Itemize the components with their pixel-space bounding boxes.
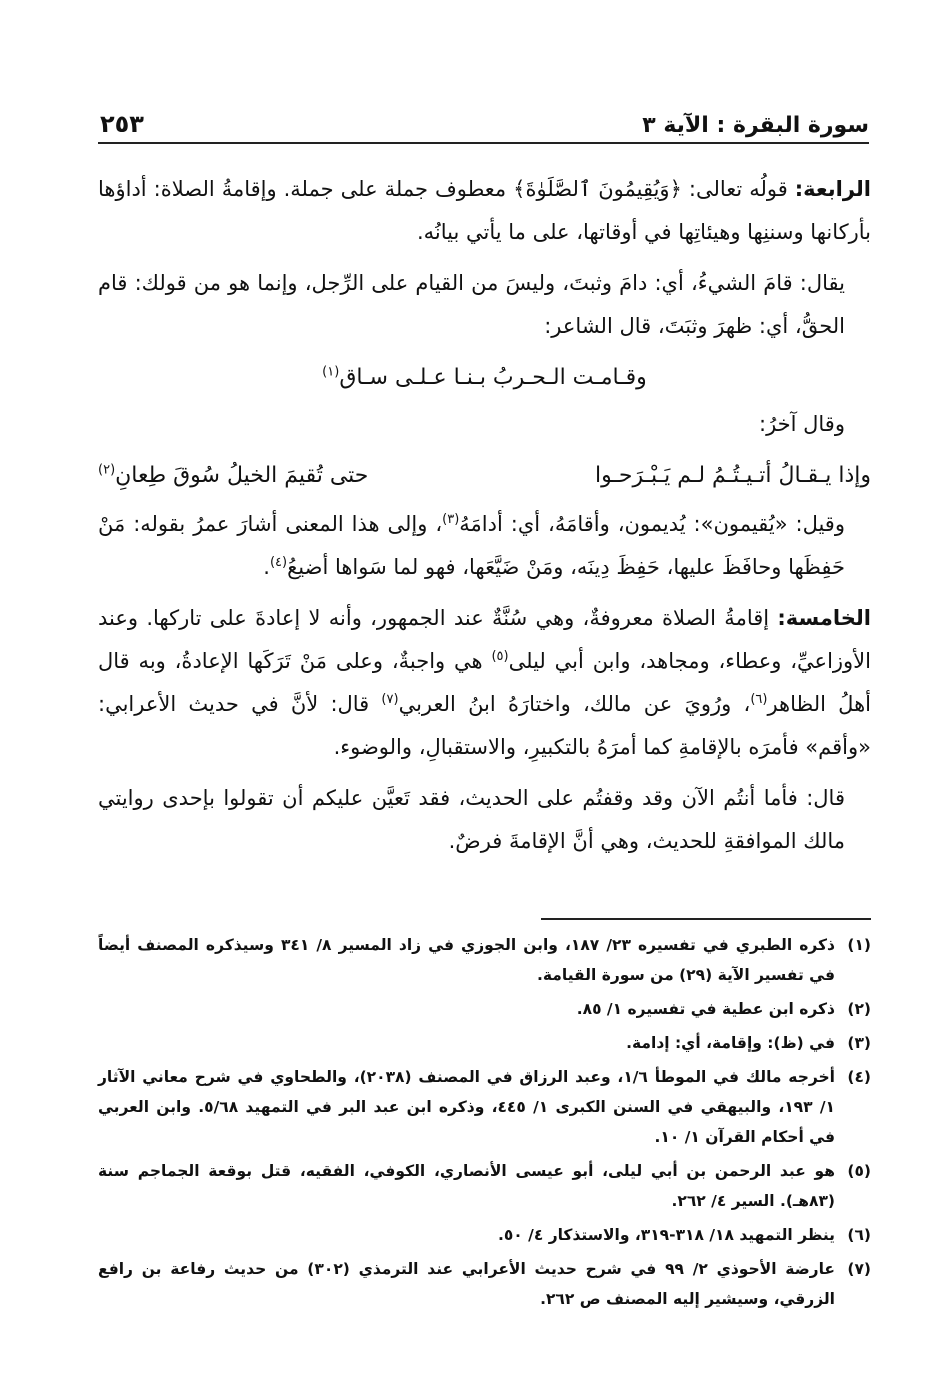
- paragraph-text: قال: فأما أنتُم الآن وقد وقفتُم على الحديث، فقد تَعيَّن عليكم أن تقولوا بإحدى روايتي مالك الموافقةِ للحديث، وهي أنَّ الإقامةَ فرضٌ.: [98, 786, 845, 853]
- footnote-item: [98, 1220, 871, 1250]
- verse-line: [98, 356, 871, 399]
- footnote-ref: (٤): [269, 555, 288, 570]
- footnote-text: عارضة الأحوذي ٢/ ٩٩ في شرح حديث الأعرابي عند الترمذي (٣٠٢) من حديث رفاعة بن رافع الزرقي، وسيشير إليه المصنف ص ٢٦٢.: [98, 1260, 836, 1308]
- paragraph-text: وقال آخرُ:: [759, 412, 845, 436]
- paragraph-text: إقامةُ الصلاة معروفةٌ، وهي سُنَّةٌ عند الجمهور، وأنه لا إعادةَ على تاركها. وعند الأوزاعيِّ، وعطاء، ومجاهد، وابن أبي ليلى: [98, 606, 871, 673]
- page-header: [100, 98, 869, 138]
- paragraph-text: هي واجبةٌ، وعلى مَنْ تَرَكَها الإعادةُ، وبه قال أهلُ الظاهر: [98, 649, 871, 716]
- paragraph-text: قال: لأنَّ في حديث الأعرابي: «وأقم» فأمرَه بالإقامةِ كما أمرَهُ بالتكبيرِ، والاستقبالِ، والوضوء.: [98, 692, 871, 759]
- paragraph-text: يقال: قامَ الشيءُ، أي: دامَ وثبتَ، وليسَ من القيام على الرِّجل، وإنما هو من قولك: قام الحقُّ، أي: ظهرَ وثبَتَ، قال الشاعر:: [98, 271, 845, 338]
- running-head: سورة البقرة : الآية ٣: [642, 113, 869, 138]
- footnote-separator: [541, 918, 871, 920]
- footnote-text: أخرجه مالك في الموطأ ١/٦، وعبد الرزاق في المصنف (٢٠٣٨)، والطحاوي في شرح معاني الآثار ١/ ١٩٣، والبيهقي في السنن الكبرى ١/ ٤٤٥، وذكره ابن عبد البر في التمهيد ٥/٦٨. وابن العربي في أحكام القرآن ١/ ١٠.: [98, 1068, 835, 1146]
- paragraph-end: .: [263, 555, 270, 579]
- footnotes: [98, 930, 871, 1318]
- footnote-text: ينظر التمهيد ١٨/ ٣١٨-٣١٩، والاستذكار ٤/ ٥٠.: [497, 1226, 835, 1244]
- footnote-item: [98, 930, 871, 990]
- footnote-number: (٥): [847, 1162, 871, 1180]
- footnote-text: هو عبد الرحمن بن أبي ليلى، أبو عيسى الأنصاري، الكوفي، الفقيه، قتل بوقعة الجماجم سنة (٨٣هـ). السير ٤/ ٢٦٢.: [98, 1162, 835, 1210]
- verse-second-hemistich: حتى تُقيمَ الخيلُ سُوقَ طِعانِ: [115, 463, 369, 488]
- header-rule: [98, 142, 869, 144]
- main-text: [98, 168, 871, 871]
- footnote-ref: (٦): [750, 692, 768, 707]
- verse-first-hemistich: وإذا يـقـالُ أتـيـتُـمُ لـم يَـبْـرَحـوا: [594, 463, 871, 488]
- footnote-number: (٢): [847, 1000, 871, 1018]
- footnote-number: (٦): [847, 1226, 871, 1244]
- verse-second-hemistich-wrap: [98, 454, 368, 497]
- paragraph-text: وقيل: «يُقيمون»: يُديمون، وأقامَهُ، أي: أدامَهُ: [459, 512, 845, 536]
- paragraph-fifth: [98, 597, 871, 769]
- paragraph-conclusion: [98, 777, 871, 863]
- verse-text: وقـامـت الـحـربُ بـنـا عـلـى سـاق: [339, 365, 647, 390]
- footnote-number: (٣): [847, 1034, 871, 1052]
- footnote-number: (٧): [847, 1260, 871, 1278]
- paragraph-lead: الرابعة:: [794, 177, 871, 201]
- paragraph-text: قولُه تعالى: ﴿وَيُقِيمُونَ ٱلصَّلَوٰةَ﴾ معطوف جملة على جملة. وإقامةُ الصلاة: أداؤها بأركانها وسننِها وهيئاتِها في أوقاتها، على ما يأتي بيانُه.: [98, 177, 871, 244]
- paragraph-text: ، وإلى هذا المعنى أشارَ عمرُ بقوله: مَنْ حَفِظَها وحافَظَ عليها، حَفِظَ دِينَه، ومَنْ ضَيَّعَها، فهو لما سَواها أضيعُ: [98, 512, 845, 579]
- footnote-ref: (٢): [98, 462, 116, 478]
- footnote-item: [98, 1028, 871, 1058]
- footnote-item: [98, 1156, 871, 1216]
- verse-couplet: [98, 454, 871, 497]
- paragraph-another-poet: [98, 403, 871, 446]
- footnote-ref: (٥): [491, 649, 509, 664]
- footnote-item: [98, 1254, 871, 1314]
- footnote-number: (١): [847, 936, 871, 954]
- footnote-ref: (١): [322, 364, 340, 380]
- paragraph-lead: الخامسة:: [777, 606, 871, 630]
- page-number: ٢٥٣: [100, 110, 144, 138]
- footnote-ref: (٣): [442, 512, 460, 527]
- paragraph-text: ، ورُويَ عن مالك، واختارَهُ ابنُ العربي: [398, 692, 751, 716]
- footnote-number: (٤): [847, 1068, 871, 1086]
- footnote-text: في (ظ): وإقامة، أي: إدامة.: [626, 1034, 835, 1052]
- paragraph-fourth: [98, 168, 871, 254]
- footnote-text: ذكره الطبري في تفسيره ٢٣/ ١٨٧، وابن الجوزي في زاد المسير ٨/ ٣٤١ وسيذكره المصنف أيضاً في تفسير الآية (٢٩) من سورة القيامة.: [98, 936, 836, 984]
- footnote-item: [98, 994, 871, 1024]
- footnote-item: [98, 1062, 871, 1152]
- paragraph-yuqimun: [98, 503, 871, 589]
- footnote-text: ذكره ابن عطية في تفسيره ١/ ٨٥.: [576, 1000, 835, 1018]
- footnote-ref: (٧): [381, 692, 399, 707]
- paragraph-lexical: [98, 262, 871, 348]
